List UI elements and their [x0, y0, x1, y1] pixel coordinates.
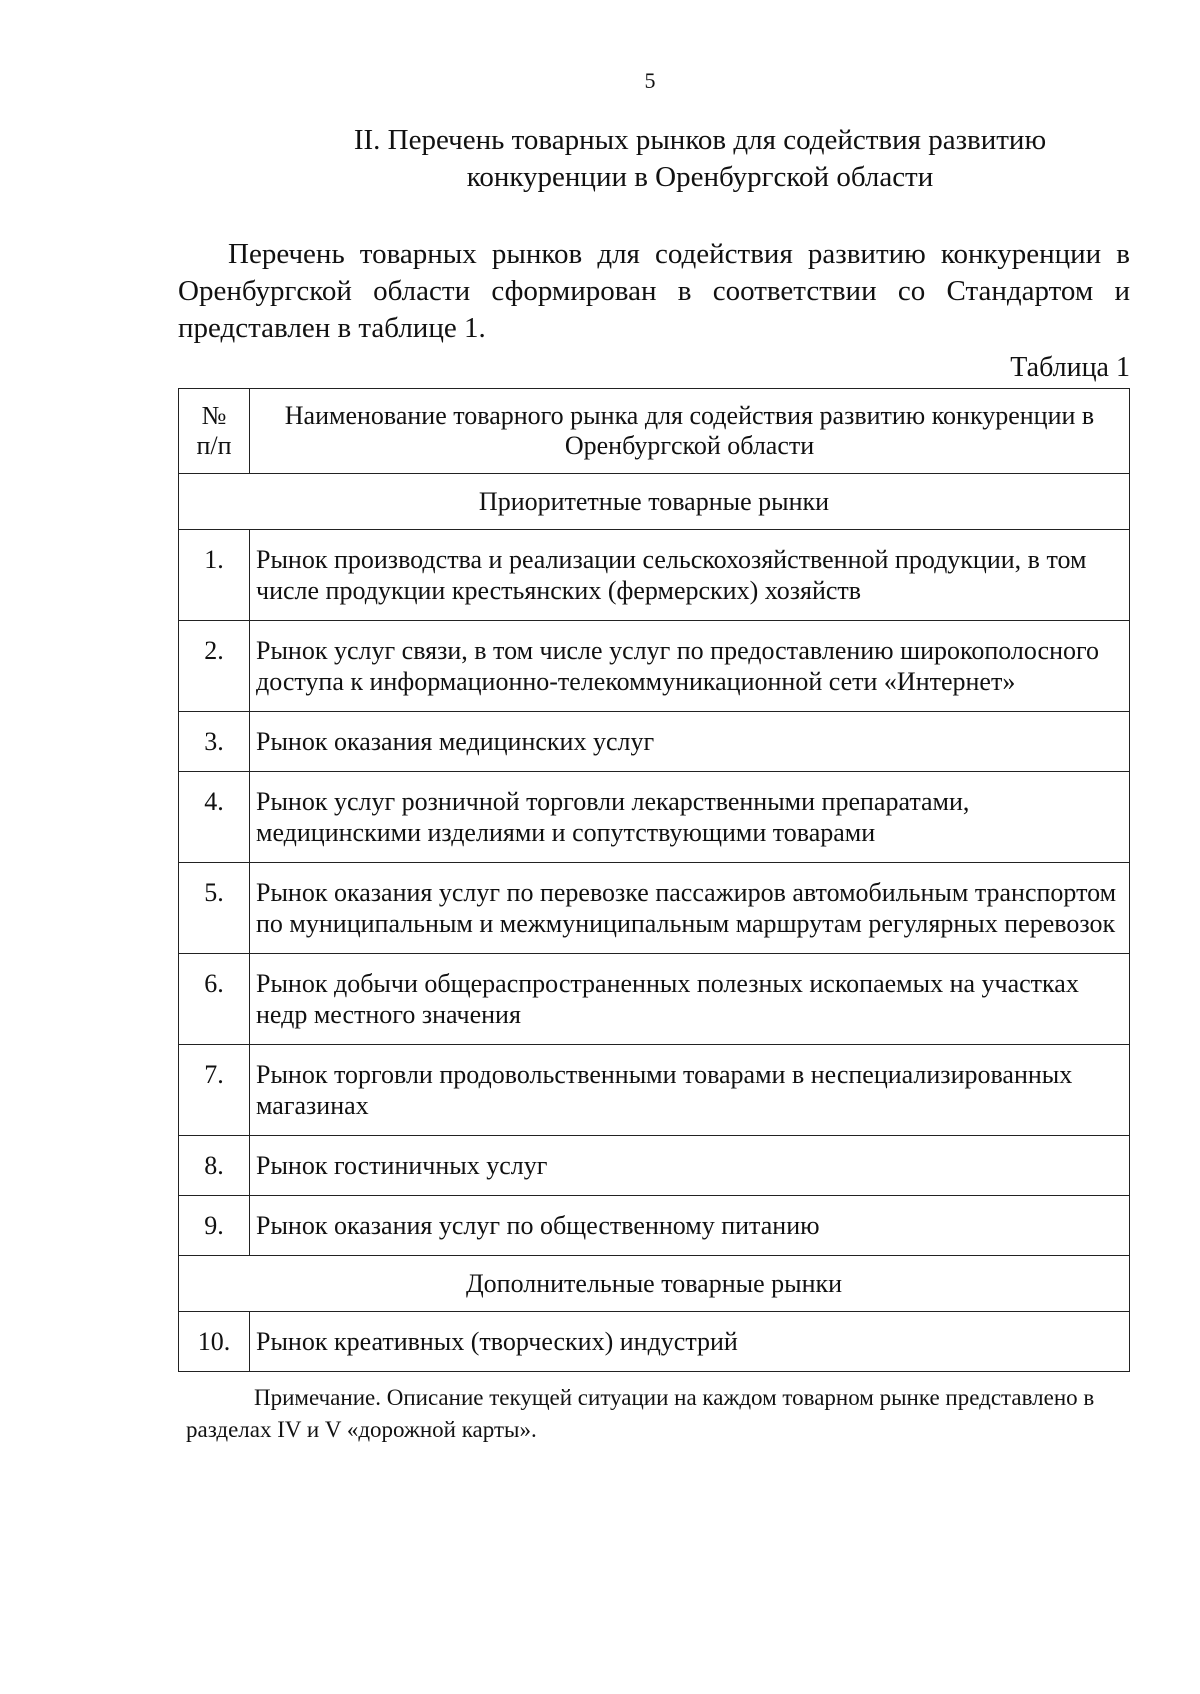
table-row — [179, 1312, 1130, 1372]
section-title — [200, 122, 1200, 196]
table-row — [179, 1136, 1130, 1196]
table-row — [179, 772, 1130, 863]
row-number: 8. — [179, 1136, 250, 1196]
markets-table — [178, 388, 1130, 1372]
table-group-row — [179, 474, 1130, 530]
market-name: Рынок оказания услуг по перевозке пассажиров автомобильным транспортом по муниципальным и межмуниципальным маршрутам регулярных перевозок — [250, 863, 1130, 954]
table-header-row — [179, 389, 1130, 474]
table-group-row — [179, 1256, 1130, 1312]
market-name: Рынок услуг розничной торговли лекарственными препаратами, медицинскими изделиями и сопутствующими товарами — [250, 772, 1130, 863]
row-number: 7. — [179, 1045, 250, 1136]
header-number-cell — [179, 389, 250, 474]
intro-paragraph — [178, 236, 1130, 347]
table-row — [179, 954, 1130, 1045]
group-title: Приоритетные товарные рынки — [179, 474, 1130, 530]
market-name: Рынок добычи общераспространенных полезных ископаемых на участках недр местного значения — [250, 954, 1130, 1045]
row-number: 6. — [179, 954, 250, 1045]
header-number-symbol: № — [201, 401, 227, 430]
section-title-line-2: конкуренции в Оренбургской области — [466, 161, 934, 193]
market-name: Рынок услуг связи, в том числе услуг по предоставлению широкополосного доступа к информационно-телекоммуникационной сети «Интернет» — [250, 621, 1130, 712]
row-number: 3. — [179, 712, 250, 772]
note-text: Примечание. Описание текущей ситуации на каждом товарном рынке представлено в разделах IV и V «дорожной карты». — [186, 1385, 1095, 1442]
market-name: Рынок гостиничных услуг — [250, 1136, 1130, 1196]
market-name: Рынок торговли продовольственными товарами в неспециализированных магазинах — [250, 1045, 1130, 1136]
note-paragraph — [186, 1382, 1132, 1446]
intro-text: Перечень товарных рынков для содействия развитию конкуренции в Оренбургской области сформирован в соответствии со Стандартом и представлен в таблице 1. — [178, 238, 1130, 344]
row-number: 10. — [179, 1312, 250, 1372]
page-number: 5 — [644, 68, 656, 93]
header-name-cell: Наименование товарного рынка для содействия развитию конкуренции в Оренбургской области — [250, 389, 1130, 474]
section-title-line-1: II. Перечень товарных рынков для содействия развитию — [353, 124, 1047, 156]
table-row — [179, 712, 1130, 772]
table-caption: Таблица 1 — [1010, 352, 1130, 383]
group-title: Дополнительные товарные рынки — [179, 1256, 1130, 1312]
market-name: Рынок креативных (творческих) индустрий — [250, 1312, 1130, 1372]
market-name: Рынок оказания услуг по общественному питанию — [250, 1196, 1130, 1256]
market-name: Рынок производства и реализации сельскохозяйственной продукции, в том числе продукции крестьянских (фермерских) хозяйств — [250, 530, 1130, 621]
row-number: 5. — [179, 863, 250, 954]
row-number: 2. — [179, 621, 250, 712]
table-row — [179, 1196, 1130, 1256]
table-row — [179, 863, 1130, 954]
table-row — [179, 530, 1130, 621]
market-name: Рынок оказания медицинских услуг — [250, 712, 1130, 772]
row-number: 1. — [179, 530, 250, 621]
row-number: 9. — [179, 1196, 250, 1256]
row-number: 4. — [179, 772, 250, 863]
header-number-abbrev: п/п — [196, 431, 232, 460]
table-row — [179, 621, 1130, 712]
table-row — [179, 1045, 1130, 1136]
